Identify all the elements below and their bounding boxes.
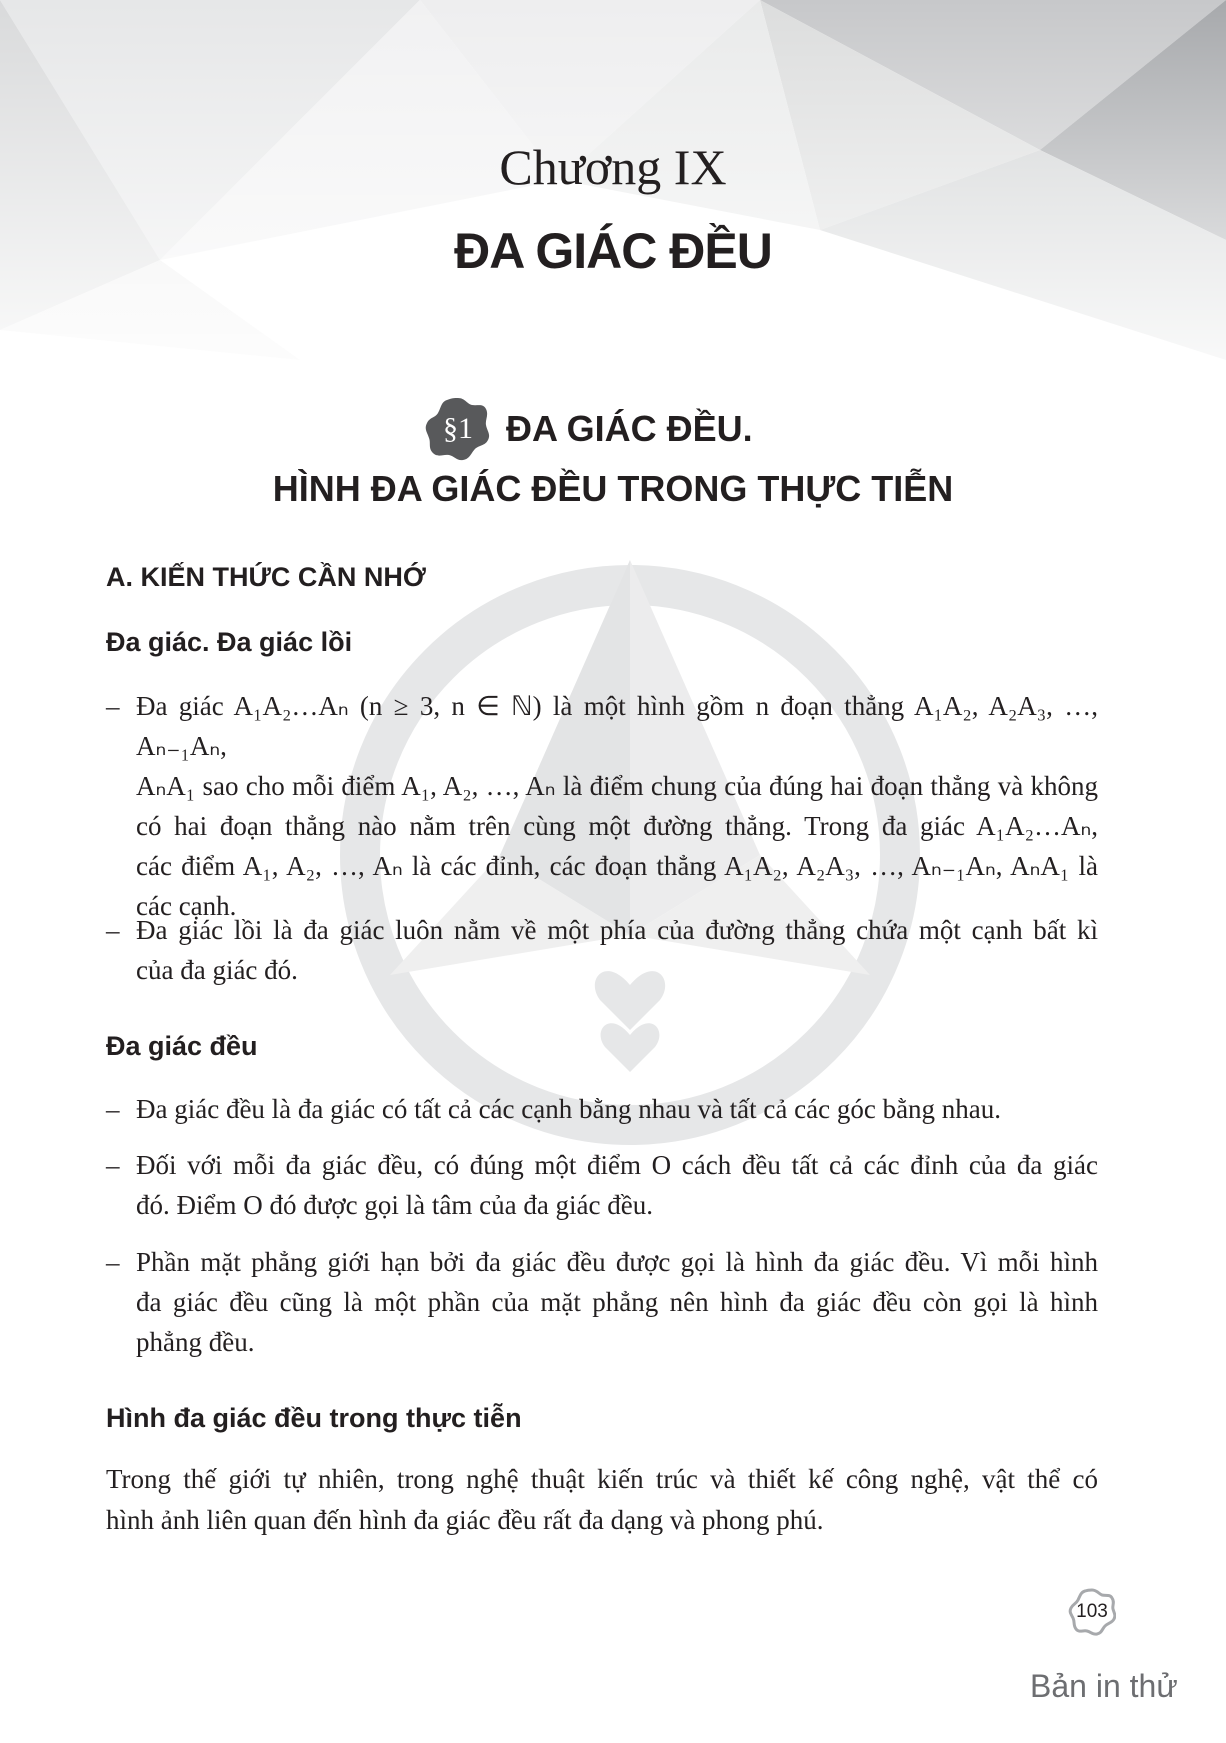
text-line: AₙA₁ sao cho mỗi điểm A₁, A₂, …, Aₙ là điểm chung của đúng hai đoạn thẳng và không xyxy=(136,771,1098,801)
header-background xyxy=(0,0,1226,420)
text-line: Đa giác A₁A₂…Aₙ (n ≥ 3, n ∈ ℕ) là một hình gồm n đoạn thẳng A₁A₂, A₂A₃, …, Aₙ₋₁Aₙ, xyxy=(136,691,1098,761)
text-line: đó. Điểm O đó được gọi là tâm của đa giác đều. xyxy=(136,1190,654,1220)
bullet-regular-shape-definition xyxy=(106,1242,1098,1362)
text-line: của đa giác đó. xyxy=(136,955,298,985)
part-a-heading: A. KIẾN THỨC CẦN NHỚ xyxy=(106,562,426,592)
text-line: Trong thế giới tự nhiên, trong nghệ thuật kiến trúc và thiết kế công nghệ, vật thể có xyxy=(106,1464,1098,1494)
bullet-dash: – xyxy=(106,1247,120,1277)
subheading-convex-polygon: Đa giác. Đa giác lồi xyxy=(106,627,353,657)
text-line: hình ảnh liên quan đến hình đa giác đều rất đa dạng và phong phú. xyxy=(106,1505,824,1535)
chapter-title: ĐA GIÁC ĐỀU xyxy=(454,223,772,279)
page-number: 103 xyxy=(1076,1601,1108,1622)
bullet-dash: – xyxy=(106,915,120,945)
bullet-convex-definition xyxy=(106,910,1098,990)
bullet-regular-definition xyxy=(106,1089,1098,1129)
subheading-real-world: Hình đa giác đều trong thực tiễn xyxy=(106,1403,522,1433)
section-title-line2: HÌNH ĐA GIÁC ĐỀU TRONG THỰC TIỄN xyxy=(272,468,954,509)
subheading-regular-polygon: Đa giác đều xyxy=(106,1031,258,1061)
bullet-polygon-definition xyxy=(106,686,1098,926)
text-line: phẳng đều. xyxy=(136,1327,255,1357)
text-line: Đa giác đều là đa giác có tất cả các cạnh bằng nhau và tất cả các góc bằng nhau. xyxy=(136,1094,1002,1124)
bullet-dash: – xyxy=(106,1150,120,1180)
section-badge: §1 xyxy=(443,412,473,445)
text-line: Đa giác lồi là đa giác luôn nằm về một phía của đường thẳng chứa một cạnh bất kì xyxy=(136,915,1098,945)
text-line: đa giác đều cũng là một phần của mặt phẳng nên hình đa giác đều còn gọi là hình xyxy=(136,1287,1098,1317)
bullet-dash: – xyxy=(106,691,120,721)
text-line: các điểm A₁, A₂, …, Aₙ là các đỉnh, các đoạn thẳng A₁A₂, A₂A₃, …, Aₙ₋₁Aₙ, AₙA₁ là xyxy=(136,851,1098,881)
section-title-line1: ĐA GIÁC ĐỀU. xyxy=(506,408,753,449)
proof-label: Bản in thử xyxy=(1030,1668,1178,1704)
text-line: Phần mặt phẳng giới hạn bởi đa giác đều được gọi là hình đa giác đều. Vì mỗi hình xyxy=(136,1247,1098,1277)
text-line: có hai đoạn thẳng nào nằm trên cùng một đường thẳng. Trong đa giác A₁A₂…Aₙ, xyxy=(136,811,1098,841)
paragraph-real-world xyxy=(106,1459,1098,1541)
bullet-dash: – xyxy=(106,1094,120,1124)
text-line: các cạnh. xyxy=(136,891,237,921)
text-line: Đối với mỗi đa giác đều, có đúng một điểm O cách đều tất cả các đỉnh của đa giác xyxy=(136,1150,1098,1180)
bullet-center-definition xyxy=(106,1145,1098,1225)
chapter-number: Chương IX xyxy=(499,139,727,195)
